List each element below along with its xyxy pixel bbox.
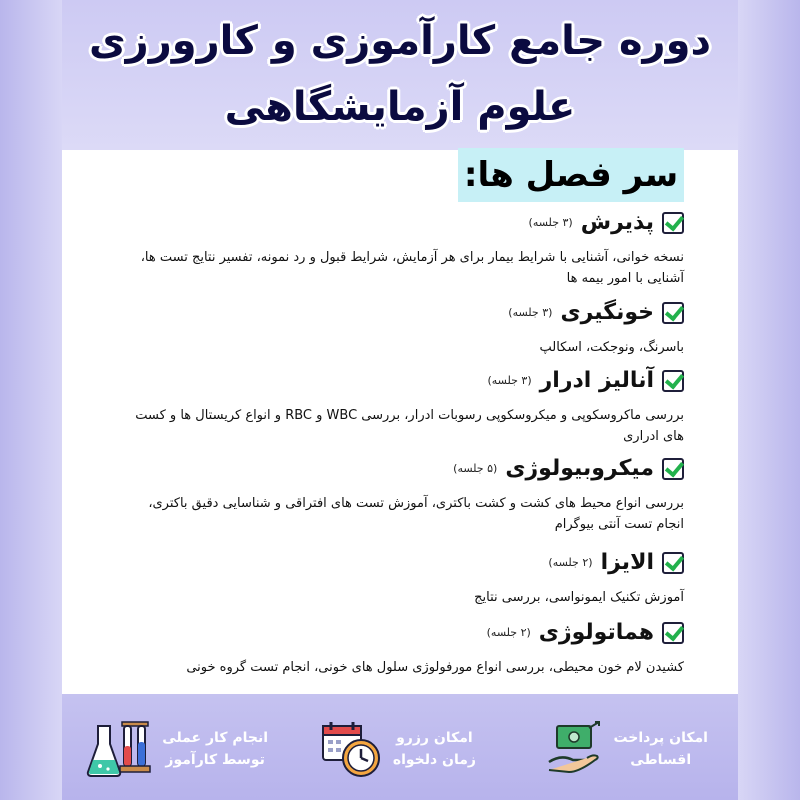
list-item: [124, 210, 684, 289]
item-description: بررسی ماکروسکوپی و میکروسکوپی رسوبات ادرار، بررسی WBC و RBC و انواع کریستال ها و کست های ادراری: [135, 408, 684, 444]
checkbox-checked-icon: [662, 622, 684, 644]
list-item: [124, 368, 684, 447]
item-title: میکروبیولوژی: [505, 456, 654, 481]
item-title: الایزا: [600, 550, 654, 575]
item-description: نسخه خوانی، آشنایی با شرایط بیمار برای هر آزمایش، شرایط قبول و رد نمونه، تفسیر نتایج تست ها، آشنایی با امور بیمه ها: [140, 250, 684, 286]
item-description: بررسی انواع محیط های کشت و کشت باکتری، آموزش تست های افتراقی و شناسایی دقیق باکتری، انجام تست آنتی بیوگرام: [148, 496, 684, 532]
feature-line1: امکان رزرو: [396, 730, 473, 746]
payment-hand-icon: [543, 718, 605, 780]
item-sessions: (۳ جلسه): [487, 374, 532, 387]
feature-line2: توسط کارآموز: [165, 752, 265, 768]
checkbox-checked-icon: [662, 552, 684, 574]
item-title: پذیرش: [580, 210, 654, 235]
item-sessions: (۲ جلسه): [548, 556, 593, 569]
sections-heading: سر فصل ها:: [458, 148, 684, 202]
item-title: آنالیز ادرار: [539, 368, 654, 393]
item-description: کشیدن لام خون محیطی، بررسی انواع مورفولوژی سلول های خونی، انجام تست گروه خونی: [186, 660, 684, 675]
item-description: آموزش تکنیک ایمونواسی، بررسی نتایج: [474, 590, 684, 605]
item-sessions: (۳ جلسه): [528, 216, 573, 229]
feature-text: [393, 727, 476, 771]
list-item: [124, 550, 684, 608]
calendar-clock-icon: [319, 716, 385, 782]
item-sessions: (۵ جلسه): [453, 462, 498, 475]
flyer-card: [62, 0, 738, 800]
list-item: [124, 456, 684, 535]
feature-line2: زمان دلخواه: [392, 752, 476, 768]
checkbox-checked-icon: [662, 302, 684, 324]
item-description: باسرنگ، ونوجکت، اسکالپ: [539, 340, 684, 355]
item-title: خونگیری: [560, 300, 654, 325]
checkbox-checked-icon: [662, 370, 684, 392]
lab-flask-icon: [84, 716, 154, 782]
feature-installment: [543, 714, 708, 784]
feature-line2: اقساطی: [630, 752, 692, 768]
list-item: [124, 620, 684, 678]
feature-practical: [84, 714, 268, 784]
page-title: دوره جامع کارآموزی و کارورزی: [89, 18, 711, 64]
list-item: [124, 300, 684, 358]
feature-reservation: [319, 714, 476, 784]
header: [62, 0, 738, 150]
item-sessions: (۳ جلسه): [508, 306, 553, 319]
checkbox-checked-icon: [662, 212, 684, 234]
footer-features: [62, 694, 738, 800]
item-sessions: (۲ جلسه): [486, 626, 531, 639]
page-subtitle: علوم آزمایشگاهی: [224, 84, 576, 130]
feature-text: [613, 727, 708, 771]
feature-line1: امکان پرداخت: [613, 730, 708, 746]
checkbox-checked-icon: [662, 458, 684, 480]
feature-line1: انجام کار عملی: [162, 730, 268, 746]
item-title: هماتولوژی: [538, 620, 654, 645]
feature-text: [162, 727, 268, 771]
